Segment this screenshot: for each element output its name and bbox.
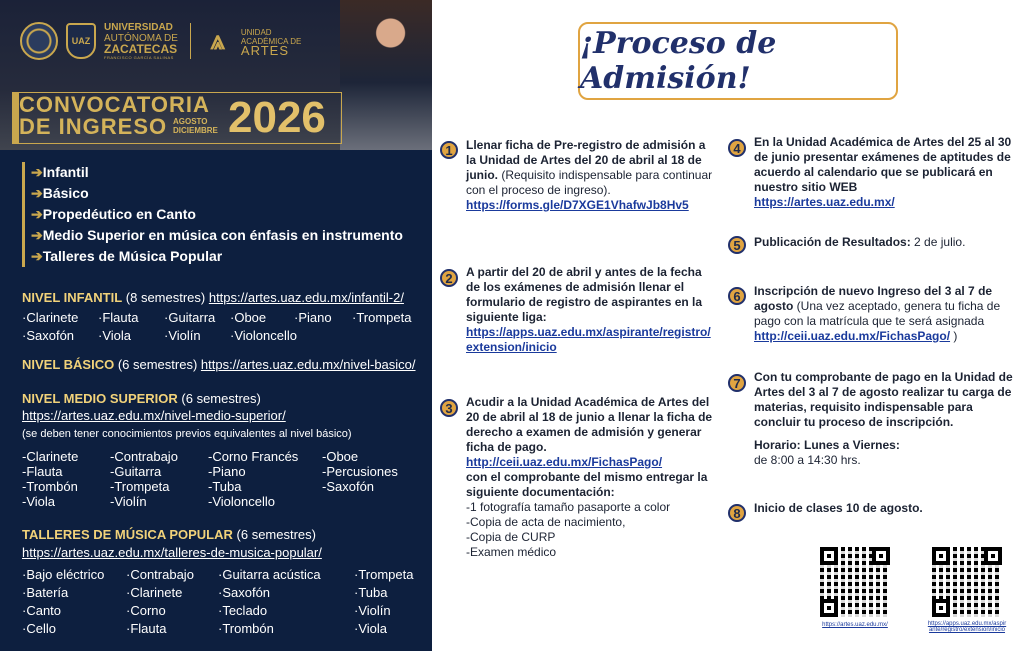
uni-sub: FRANCISCO GARCÍA SALINAS <box>104 55 174 60</box>
level-item <box>31 225 403 246</box>
step-1-bold: Llenar ficha de Pre-registro de admisión a la Unidad de Artes del 20 de abril al 18 de junio. <box>466 138 706 182</box>
arrow-icon: ➔ <box>31 164 43 180</box>
arrow-icon: ➔ <box>31 185 43 201</box>
instrument: -Saxofón <box>322 479 375 494</box>
conv-months <box>173 117 218 135</box>
instrument: -Percusiones <box>322 464 398 479</box>
step-8-number: 8 <box>728 504 746 522</box>
instrument: ·Teclado <box>218 603 268 618</box>
step-2 <box>466 265 712 355</box>
instrument: ·Violín <box>164 328 201 343</box>
hours-label: Horario: Lunes a Viernes: <box>754 438 900 452</box>
step-6 <box>754 284 1016 344</box>
artes-name <box>240 27 302 58</box>
uni-line2: AUTÓNOMA DE <box>104 33 178 44</box>
arrow-icon: ➔ <box>31 206 43 222</box>
uni-line3: ZACATECAS <box>104 42 178 56</box>
instrument: ·Guitarra <box>164 310 216 325</box>
talleres-title: TALLERES DE MÚSICA POPULAR <box>22 527 233 542</box>
instrument: -Contrabajo <box>110 449 178 464</box>
instrument: -Trombón <box>22 479 78 494</box>
step-4 <box>754 135 1016 210</box>
step-8-bold: Inicio de clases 10 de agosto. <box>754 501 923 515</box>
medio-link[interactable]: https://artes.uaz.edu.mx/nivel-medio-superior/ <box>22 408 286 423</box>
uni-line1: UNIVERSIDAD <box>104 22 173 33</box>
instrument: -Guitarra <box>110 464 162 479</box>
talleres-heading <box>22 527 316 542</box>
step-7-bold: Con tu comprobante de pago en la Unidad de Artes del 3 al 7 de agosto realizar tu carga de materias, requisito indispensable para concluir tu proceso de inscripción. <box>754 370 1013 429</box>
step-3-bold2: con el comprobante del mismo entregar la siguiente documentación: <box>466 470 708 499</box>
instrument: ·Viola <box>98 328 132 343</box>
infantil-heading <box>22 290 404 305</box>
infantil-link[interactable]: https://artes.uaz.edu.mx/infantil-2/ <box>208 290 404 305</box>
step-2-number: 2 <box>440 269 458 287</box>
convocatoria-banner <box>12 92 342 144</box>
conv-year: 2026 <box>228 93 326 142</box>
step-4-link[interactable]: https://artes.uaz.edu.mx/ <box>754 195 895 209</box>
basico-heading <box>22 357 416 372</box>
instrument: ·Flauta <box>98 310 139 325</box>
level-item <box>31 183 403 204</box>
step-3-number: 3 <box>440 399 458 417</box>
medio-grid <box>22 449 422 509</box>
step-4-number: 4 <box>728 139 746 157</box>
medio-title: NIVEL MEDIO SUPERIOR <box>22 391 178 406</box>
step-6-link[interactable]: http://ceii.uaz.edu.mx/FichasPago/ <box>754 329 951 343</box>
talleres-grid <box>22 566 434 638</box>
hours-value: de 8:00 a 14:30 hrs. <box>754 453 861 467</box>
level-label: Infantil <box>42 164 89 180</box>
doc-item: -1 fotografía tamaño pasaporte a color <box>466 500 671 514</box>
step-5-number: 5 <box>728 236 746 254</box>
instrument: ·Tuba <box>354 585 388 600</box>
level-item <box>31 162 403 183</box>
page-title: ¡Proceso de Admisión! <box>580 26 777 96</box>
step-2-bold: A partir del 20 de abril y antes de la fecha de los exámenes de admisión llenar el formulario de registro de aspirantes en la siguiente liga: <box>466 265 703 324</box>
divider <box>190 23 191 59</box>
qr-link-1[interactable]: https://artes.uaz.edu.mx/ <box>822 622 888 628</box>
instrument: ·Corno <box>126 603 166 618</box>
conv-line1: CONVOCATORIA <box>19 92 210 117</box>
artes-line3: ARTES <box>240 42 290 58</box>
doc-item: -Copia de CURP <box>466 530 556 544</box>
instrument: -Corno Francés <box>208 449 299 464</box>
instrument: ·Viola <box>354 621 388 636</box>
conv-line2: DE INGRESO <box>19 114 168 139</box>
level-label: Propedéutico en Canto <box>42 206 196 222</box>
instrument: -Oboe <box>322 449 359 464</box>
infantil-title: NIVEL INFANTIL <box>22 290 123 305</box>
arrow-icon: ➔ <box>31 227 43 243</box>
step-6-text: (Una vez aceptado, genera tu ficha de pago con la matrícula que te será asignada <box>754 299 1001 328</box>
step-1 <box>466 138 714 213</box>
medio-link-row <box>22 408 286 423</box>
basico-link[interactable]: https://artes.uaz.edu.mx/nivel-basico/ <box>200 357 416 372</box>
infantil-sem: (8 semestres) <box>122 290 209 305</box>
uaz-shield-icon <box>66 23 96 59</box>
instrument: -Flauta <box>22 464 63 479</box>
instrument: ·Cello <box>22 621 56 636</box>
student-photo <box>340 0 432 150</box>
step-3-link[interactable]: http://ceii.uaz.edu.mx/FichasPago/ <box>466 455 663 469</box>
instrument: -Viola <box>22 494 56 509</box>
medio-sem: (6 semestres) <box>177 391 261 406</box>
instrument: ·Trombón <box>218 621 274 636</box>
step-3 <box>466 395 716 560</box>
medio-note: (se deben tener conocimientos previos equivalentes al nivel básico) <box>22 428 352 440</box>
instrument: ·Trompeta <box>354 567 414 582</box>
instrument: ·Saxofón <box>218 585 271 600</box>
infantil-grid <box>22 309 422 345</box>
instrument: ·Saxofón <box>22 328 75 343</box>
talleres-link[interactable]: https://artes.uaz.edu.mx/talleres-de-musica-popular/ <box>22 545 322 560</box>
month-2: DICIEMBRE <box>173 126 218 135</box>
qr-code-icon <box>820 547 890 617</box>
instrument: ·Clarinete <box>22 310 79 325</box>
level-label: Medio Superior en música con énfasis en instrumento <box>42 227 403 243</box>
instrument: -Tuba <box>208 479 242 494</box>
instrument: ·Piano <box>294 310 332 325</box>
doc-item: -Copia de acta de nacimiento, <box>466 515 626 529</box>
step-6-tail: ) <box>950 329 958 343</box>
levels-list <box>22 162 403 267</box>
header-banner <box>0 0 432 150</box>
uaz-seal-icon <box>20 22 58 60</box>
instrument: ·Clarinete <box>126 585 183 600</box>
instrument: -Trompeta <box>110 479 170 494</box>
instrument: -Violín <box>110 494 147 509</box>
instrument: ·Batería <box>22 585 69 600</box>
step-1-link[interactable]: https://forms.gle/D7XGE1VhafwJb8Hv5 <box>466 198 689 212</box>
artes-line2: ACADÉMICA DE <box>240 36 302 46</box>
instrument: ·Flauta <box>126 621 167 636</box>
instrument: ·Violoncello <box>230 328 297 343</box>
talleres-sem: (6 semestres) <box>232 527 316 542</box>
instrument: ·Oboe <box>230 310 267 325</box>
step-2-link[interactable]: https://apps.uaz.edu.mx/aspirante/registro/extension/inicio <box>466 325 711 354</box>
medio-heading <box>22 391 261 406</box>
step-5-bold: Publicación de Resultados: <box>754 235 911 249</box>
step-1-number: 1 <box>440 141 458 159</box>
step-8 <box>754 501 1016 516</box>
level-item <box>31 246 403 267</box>
artes-line1: UNIDAD <box>240 27 272 37</box>
step-4-bold: En la Unidad Académica de Artes del 25 al 30 de junio presentar exámenes de aptitudes de acuerdo al calendario que se publicará en nuestro sitio WEB <box>754 135 1012 194</box>
step-7 <box>754 370 1016 468</box>
level-label: Talleres de Música Popular <box>42 248 223 264</box>
title-box <box>578 22 898 100</box>
step-5-text: 2 de julio. <box>910 235 966 249</box>
basico-sem: (6 semestres) <box>114 357 201 372</box>
logo-row <box>20 22 301 60</box>
instrument: ·Canto <box>22 603 62 618</box>
basico-title: NIVEL BÁSICO <box>22 357 115 372</box>
doc-item: -Examen médico <box>466 545 557 559</box>
talleres-link-row <box>22 545 322 560</box>
month-1: AGOSTO <box>173 117 208 126</box>
step-6-number: 6 <box>728 287 746 305</box>
uni-name <box>104 22 178 60</box>
instrument: ·Bajo eléctrico <box>22 567 105 582</box>
step-5 <box>754 235 1016 250</box>
qr-link-2a[interactable]: https://apps.uaz.edu.mx/aspir <box>927 621 1007 627</box>
step-7-number: 7 <box>728 374 746 392</box>
instrument: ·Violín <box>354 603 391 618</box>
step-6-bold: Inscripción de nuevo Ingreso del 3 al 7 de agosto <box>754 284 993 313</box>
instrument <box>322 494 422 509</box>
qr-link-2[interactable] <box>912 621 1022 633</box>
level-label: Básico <box>42 185 89 201</box>
right-panel <box>432 0 1024 651</box>
instrument: ·Trompeta <box>352 310 412 325</box>
instrument: -Clarinete <box>22 449 79 464</box>
qr-code-icon <box>932 547 1002 617</box>
artes-logo-icon: ⩓ <box>210 25 226 55</box>
level-item <box>31 204 403 225</box>
instrument: ·Guitarra acústica <box>218 567 321 582</box>
instrument: -Violoncello <box>208 494 275 509</box>
uaz-label: UAZ <box>71 36 91 46</box>
step-1-text: (Requisito indispensable para continuar con el proceso de ingreso). <box>466 168 713 197</box>
instrument: ·Contrabajo <box>126 567 194 582</box>
instrument: -Piano <box>208 464 246 479</box>
arrow-icon: ➔ <box>31 248 43 264</box>
step-3-bold: Acudir a la Unidad Académica de Artes del 20 de abril al 18 de junio a llenar la ficha de derecho a examen de admisión y generar ficha de pago. <box>466 395 713 454</box>
left-panel <box>0 0 432 651</box>
qr-link-2b[interactable]: ante/registro/extension/inicio <box>928 627 1006 633</box>
